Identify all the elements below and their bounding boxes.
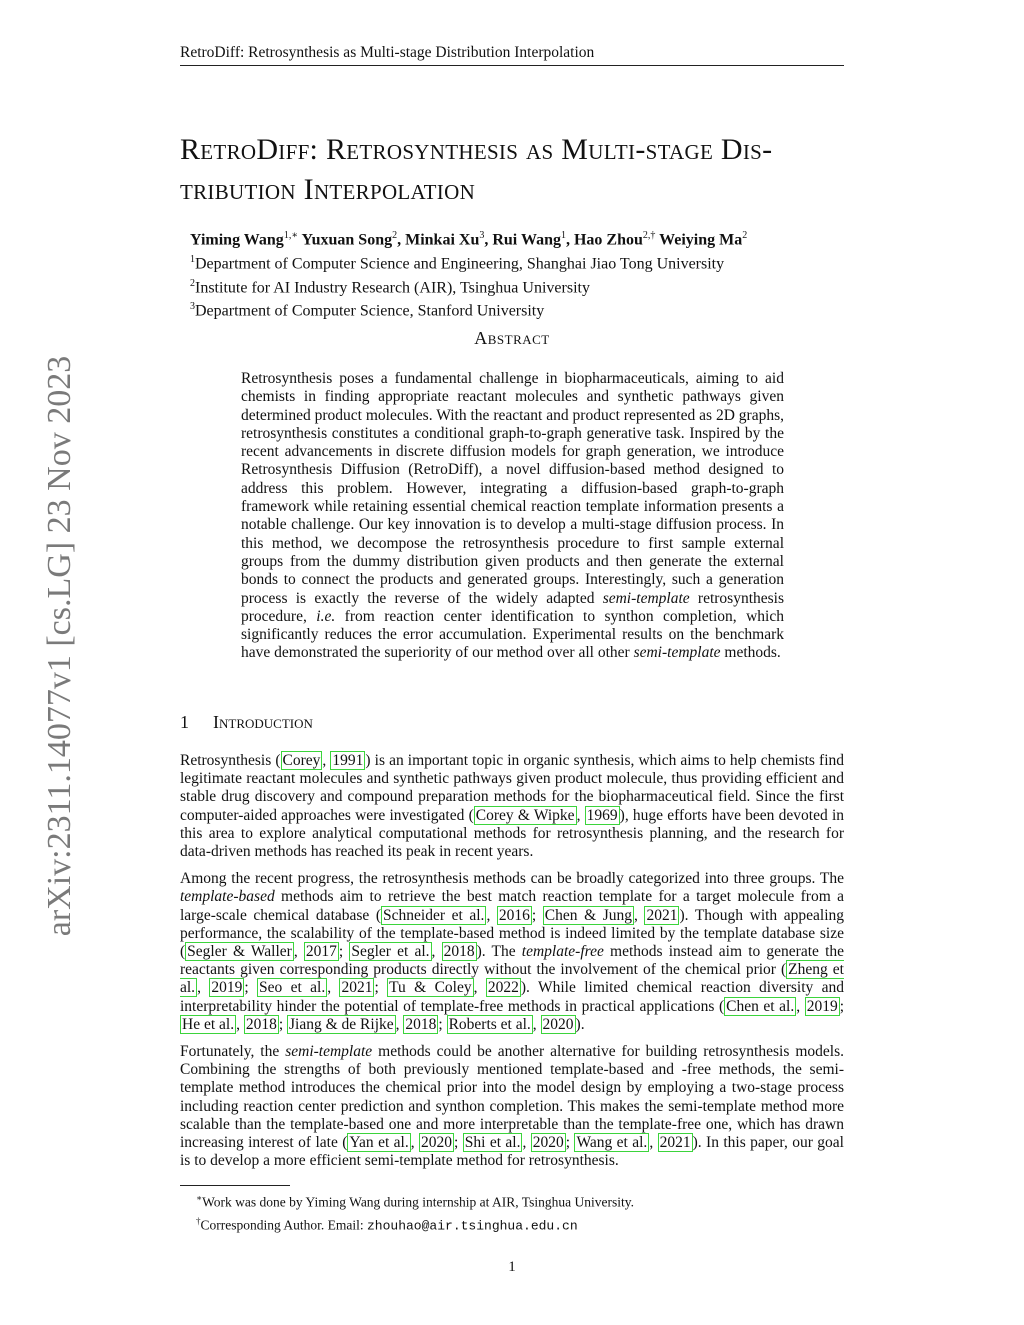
author-sup: 1: [560, 230, 566, 241]
citation-link[interactable]: 2020: [542, 1015, 574, 1033]
title-line-2: tribution Interpolation: [180, 173, 476, 206]
affiliation: $^1$Department of Computer Science and Engineering, Shanghai Jiao Tong University: [190, 253, 725, 273]
citation-link[interactable]: Yan et al.: [349, 1134, 409, 1152]
citation-link[interactable]: 2020: [532, 1134, 564, 1152]
citation-link[interactable]: 2016: [498, 906, 530, 924]
author-name: Weiying Ma: [659, 231, 743, 249]
footnote: †Corresponding Author. Email: zhouhao@air.tsinghua.edu.cn: [196, 1215, 578, 1233]
author-block: [190, 226, 850, 321]
citation-link[interactable]: Jiang & de Rijke: [289, 1015, 394, 1033]
citation-link[interactable]: 2019: [806, 997, 838, 1015]
title-line-1: RetroDiff: Retrosynthesis as Multi-stage Dis-: [180, 133, 773, 166]
citation-link[interactable]: Shi et al.: [464, 1134, 521, 1152]
author-name: Yuxuan Song: [301, 231, 393, 249]
email-link[interactable]: zhouhao@air.tsinghua.edu.cn: [367, 1218, 578, 1233]
citation-link[interactable]: 2020: [421, 1134, 453, 1152]
citation-link[interactable]: 2021: [646, 906, 678, 924]
author-names: Yiming Wang$^{1,∗}$ Yuxuan Song$^2$, Minkai Xu$^3$, Rui Wang$^1$, Hao Zhou$^{2,\dagger}$ Weiying Ma$^2$: [190, 230, 748, 249]
citation-link[interactable]: Chen et al.: [726, 997, 795, 1015]
author-name: Yiming Wang: [190, 231, 284, 249]
citation-link[interactable]: Zheng et al.: [180, 961, 844, 997]
author-sup: 1,∗: [283, 230, 299, 241]
citation-link[interactable]: Segler et al.: [351, 943, 430, 961]
author-name: Hao Zhou: [573, 231, 643, 249]
citation-link[interactable]: Chen & Jung: [544, 906, 633, 924]
citation-link[interactable]: 2022: [487, 979, 519, 997]
citation-link[interactable]: Seo et al.: [258, 979, 326, 997]
paragraph: Among the recent progress, the retrosynthesis methods can be broadly categorized into three groups. The template-based methods aim to retrieve the best match reaction template for a target molecule from a large-scale chemical database ( Schneider et al. , 2016 ; Chen & Jung , 2021 ). Though with appealing performance, the scalability of the template-based method is indeed limited by the template database size ( Segler & Waller , 2017 ; Segler et al. , 2018 ). The template-free methods instead aim to generate the reactants given corresponding products directly without the involvement of the chemical prior ( Zheng et al. , 2019 ; Seo et al. , 2021 ; Tu & Coley , 2022 ). While limited chemical reaction diversity and interpretability hinder the potential of template-free methods in practical applications ( Chen et al. , 2019 ; He et al. , 2018 ; Jiang & de Rijke , 2018 ; Roberts et al. , 2020 ).: [180, 870, 845, 1033]
citation-link[interactable]: 2019: [211, 979, 243, 997]
citation-link[interactable]: 1969: [586, 806, 618, 824]
citation-link[interactable]: Corey & Wipke: [475, 806, 575, 824]
citation-link[interactable]: Tu & Coley: [389, 979, 472, 997]
running-head: RetroDiff: Retrosynthesis as Multi-stage Distribution Interpolation: [180, 44, 844, 66]
author-sup: 2: [742, 230, 748, 241]
citation-link[interactable]: 2017: [305, 943, 337, 961]
author-sup: 2,†: [642, 230, 656, 241]
paper-title: [180, 130, 850, 210]
citation-link[interactable]: He et al.: [182, 1015, 235, 1033]
citation-link[interactable]: Wang et al.: [576, 1134, 648, 1152]
paragraph: Fortunately, the semi-template methods could be another alternative for building retrosynthesis models. Combining the strengths of both previously mentioned template-based and -free methods, the semi-template method introduces the chemical prior into the model design by employing a two-stage process including reaction center prediction and synthon completion. This makes the semi-template method more scalable than the template-based one and more interpretable than the template-free one, which has drawn increasing interest of late ( Yan et al. , 2020 ; Shi et al. , 2020 ; Wang et al. , 2021 ). In this paper, our goal is to develop a more efficient semi-template method for retrosynthesis.: [180, 1043, 844, 1170]
abstract-heading: Abstract: [474, 328, 550, 348]
citation-link[interactable]: Schneider et al.: [383, 906, 485, 924]
citation-link[interactable]: 2021: [341, 979, 373, 997]
paragraph: Retrosynthesis ( Corey , 1991 ) is an important topic in organic synthesis, which aims to help chemists find legitimate reactant molecules and synthetic pathways given product molecule, thus providing efficient and stable drug discovery and compound preparation methods for the biopharmaceutical field. Since the first computer-aided approaches were investigated ( Corey & Wipke , 1969 ), huge efforts have been devoted in this area to explore analytical computational methods for retrosynthesis planning, and the research for data-driven methods has reached its peak in recent years.: [180, 752, 845, 861]
citation-link[interactable]: Roberts et al.: [448, 1015, 531, 1033]
author-name: Minkai Xu: [405, 231, 480, 249]
citation-link[interactable]: 1991: [332, 752, 364, 769]
footnote: ∗Work was done by Yiming Wang during internship at AIR, Tsinghua University.: [196, 1193, 634, 1210]
section-number: 1: [180, 712, 189, 732]
author-sup: 2: [392, 230, 398, 241]
affiliation: $^2$Institute for AI Industry Research (AIR), Tsinghua University: [190, 277, 590, 296]
author-sup: 3: [479, 230, 485, 241]
author-name: Rui Wang: [492, 231, 561, 249]
arxiv-stamp: arXiv:2311.14077v1 [cs.LG] 23 Nov 2023: [41, 355, 78, 937]
citation-link[interactable]: 2018: [443, 943, 475, 961]
footnote-rule: [180, 1185, 290, 1186]
citation-link[interactable]: 2021: [659, 1134, 691, 1152]
section-title: Introduction: [213, 712, 313, 732]
citation-link[interactable]: 2018: [405, 1015, 437, 1033]
citation-link[interactable]: Corey: [282, 752, 321, 769]
section-heading: [180, 712, 313, 733]
page-number: 1: [508, 1259, 516, 1275]
footnotes: [196, 1189, 836, 1235]
abstract-text: Retrosynthesis poses a fundamental challenge in biopharmaceuticals, aiming to aid chemists in finding appropriate reactant molecules and synthetic pathways given determined product molecules. With the reactant and product represented as 2D graphs, retrosynthesis constitutes a conditional graph-to-graph generative task. Inspired by the recent advancements in discrete diffusion models for graph generation, we introduce Retrosynthesis Diffusion (RetroDiff), a novel diffusion-based method designed to address this problem. However, integrating a diffusion-based graph-to-graph framework while retaining essential chemical reaction template information presents a notable challenge. Our key innovation is to develop a multi-stage diffusion process. In this method, we decompose the retrosynthesis procedure to first sample external groups from the dummy distribution given products and then generate the external bonds to connect the products and generated groups. Interestingly, such a generation process is exactly the reverse of the widely adapted semi-template retrosynthesis procedure, i.e. from reaction center identification to synthon completion, which significantly reduces the error accumulation. Experimental results on the benchmark have demonstrated the superiority of our method over all other semi-template methods.: [241, 370, 784, 662]
affiliation: $^3$Department of Computer Science, Stanford University: [190, 301, 545, 320]
citation-link[interactable]: Segler & Waller: [187, 943, 292, 961]
citation-link[interactable]: 2018: [245, 1015, 277, 1033]
intro-body: [180, 752, 844, 1179]
